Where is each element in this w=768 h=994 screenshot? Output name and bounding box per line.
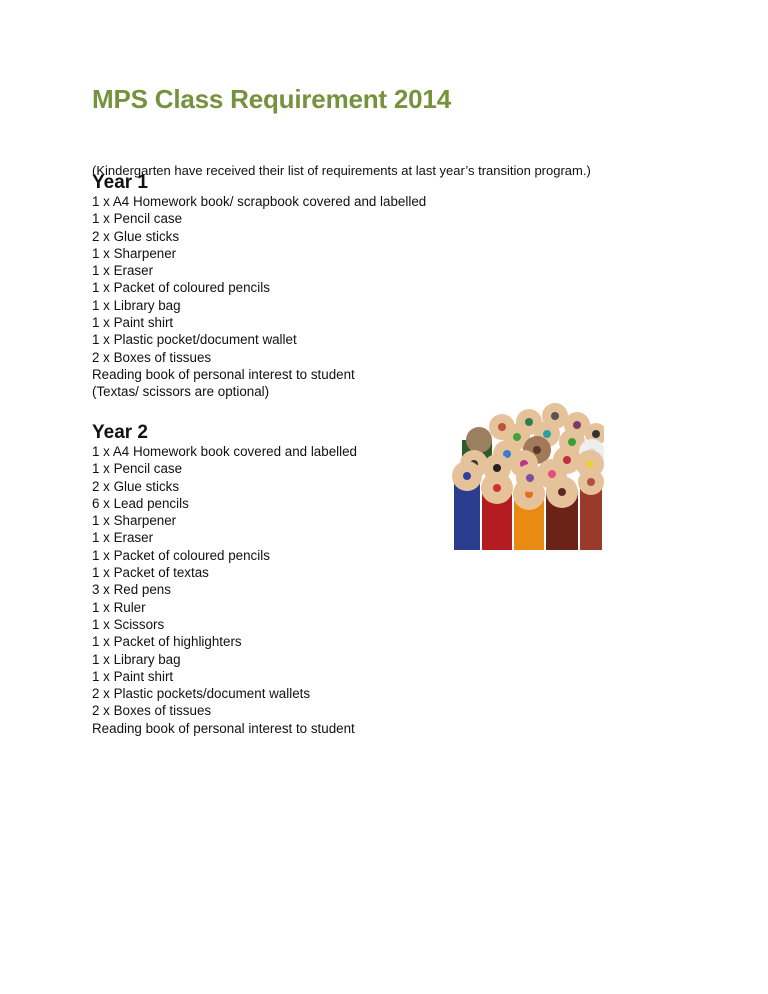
year-1-list — [92, 193, 426, 401]
list-item: 3 x Red pens — [92, 582, 171, 598]
list-item: 1 x Plastic pocket/document wallet — [92, 332, 297, 348]
year-2-section — [92, 423, 357, 737]
list-item: 1 x Packet of coloured pencils — [92, 547, 270, 563]
page-title: MPS Class Requirement 2014 — [92, 84, 451, 114]
year-1-section — [92, 173, 426, 401]
list-item: 1 x A4 Homework book covered and labelled — [92, 444, 357, 459]
list-item: 1 x Library bag — [92, 297, 181, 313]
list-item: 2 x Boxes of tissues — [92, 349, 212, 365]
list-item: 1 x Scissors — [92, 616, 165, 632]
list-item: 1 x A4 Homework book/ scrapbook covered and labelled — [92, 194, 427, 209]
list-item: 2 x Glue sticks — [92, 478, 180, 494]
list-item: Reading book of personal interest to student — [92, 720, 355, 736]
list-item: Reading book of personal interest to student — [92, 366, 355, 382]
list-item: 2 x Glue sticks — [92, 228, 180, 244]
list-item: (Textas/ scissors are optional) — [92, 384, 270, 400]
year-2-list — [92, 443, 357, 737]
list-item: 1 x Pencil case — [92, 461, 183, 477]
year-2-heading: Year 2 — [92, 422, 148, 443]
list-item: 1 x Eraser — [92, 263, 154, 279]
list-item: 1 x Packet of coloured pencils — [92, 280, 270, 296]
list-item: 1 x Eraser — [92, 530, 154, 546]
list-item: 1 x Packet of highlighters — [92, 634, 242, 650]
list-item: 1 x Packet of textas — [92, 565, 209, 581]
list-item: 1 x Pencil case — [92, 211, 183, 227]
list-item: 1 x Sharpener — [92, 245, 177, 261]
list-item: 1 x Paint shirt — [92, 315, 174, 331]
list-item: 1 x Library bag — [92, 651, 181, 667]
list-item: 6 x Lead pencils — [92, 495, 189, 511]
list-item: 2 x Plastic pockets/document wallets — [92, 686, 311, 702]
list-item: 1 x Ruler — [92, 599, 146, 615]
year-1-heading: Year 1 — [92, 172, 148, 193]
coloured-pencils-photo-icon — [452, 402, 604, 550]
list-item: 2 x Boxes of tissues — [92, 703, 212, 719]
intro-note: (Kindergarten have received their list of requirements at last year’s transition program.) — [92, 163, 591, 178]
list-item: 1 x Sharpener — [92, 513, 177, 529]
list-item: 1 x Paint shirt — [92, 668, 174, 684]
